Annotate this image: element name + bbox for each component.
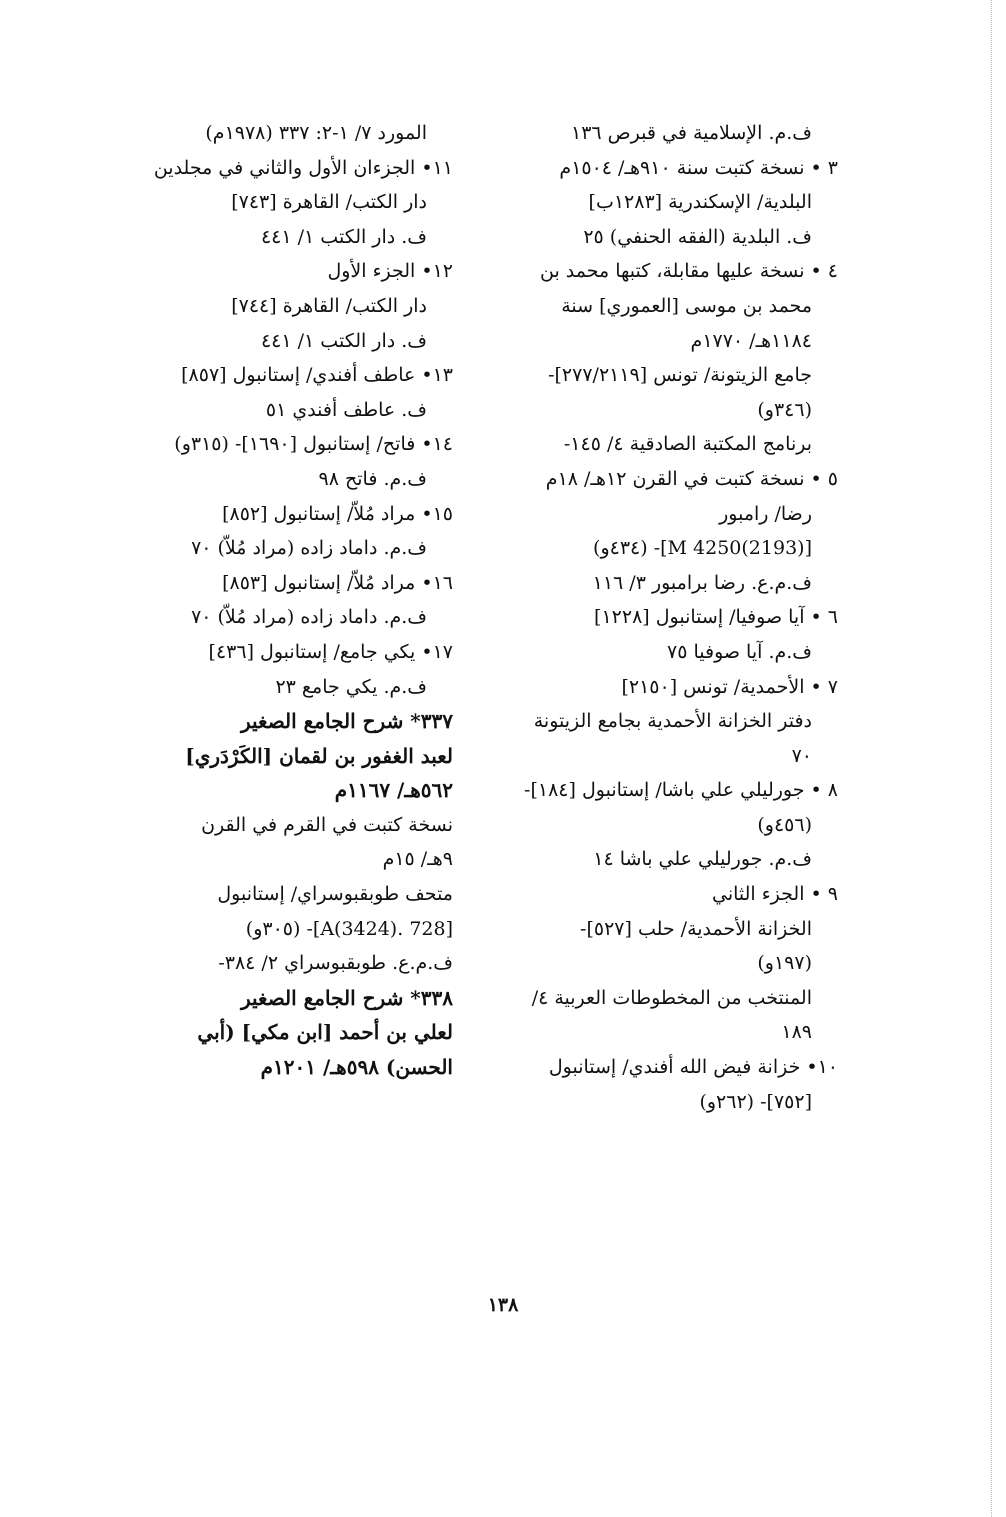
text-line: ١٨٩ bbox=[781, 1021, 812, 1044]
text-line: ف. البلدية (الفقه الحنفي) ٢٥ bbox=[583, 225, 812, 248]
text-line: دفتر الخزانة الأحمدية بجامع الزيتونة bbox=[533, 710, 812, 733]
text-line: متحف طوبقبوسراي/ إستانبول bbox=[217, 883, 453, 906]
text-line: ف. دار الكتب ١/ ٤٤١ bbox=[260, 329, 427, 352]
text-line: ١١• الجزءان الأول والثاني في مجلدين bbox=[153, 156, 453, 179]
scan-edge-line bbox=[990, 0, 992, 1517]
text-line: ف.م.ع. طوبقبوسراي ٢/ ٣٨٤- bbox=[218, 952, 453, 975]
text-line: (١٩٧و) bbox=[757, 952, 812, 975]
text-line: محمد بن موسى [العموري] سنة bbox=[561, 294, 812, 317]
text-line: (٣٤٦و) bbox=[757, 398, 812, 421]
text-line: ١٠• خزانة فيض الله أفندي/ إستانبول bbox=[548, 1056, 838, 1079]
text-line: ف.م. جورليلي علي باشا ١٤ bbox=[593, 848, 812, 871]
text-line: ف.م. آيا صوفيا ٧٥ bbox=[667, 640, 812, 663]
text-line: المنتخب من المخطوطات العربية ٤/ bbox=[531, 986, 812, 1009]
text-line: دار الكتب/ القاهرة [٧٤٣] bbox=[231, 191, 427, 214]
text-line: ٧ • الأحمدية/ تونس [٢١٥٠] bbox=[621, 675, 838, 698]
entry-heading-line: لعبد الغفور بن لقمان [الكَرْدَري] bbox=[185, 743, 453, 768]
text-line: ف.م. يكي جامع ٢٣ bbox=[275, 675, 427, 698]
text-line: ١٦• مراد مُلاّ/ إستانبول [٨٥٣] bbox=[222, 571, 453, 594]
entry-heading-line: لعلي بن أحمد [ابن مكي] (أبي bbox=[197, 1020, 453, 1045]
entry-heading-line: ٣٣٨* شرح الجامع الصغير bbox=[240, 985, 453, 1010]
page-number: ١٣٨ bbox=[487, 1294, 519, 1316]
text-line: ١١٨٤هـ/ ١٧٧٠م bbox=[690, 329, 812, 352]
text-line: نسخة كتبت في القرم في القرن bbox=[201, 813, 453, 836]
text-line: ٩ • الجزء الثاني bbox=[711, 883, 838, 906]
text-line: ف. عاطف أفندي ٥١ bbox=[265, 398, 427, 421]
text-line: دار الكتب/ القاهرة [٧٤٤] bbox=[231, 294, 427, 317]
text-line: ٦ • آيا صوفيا/ إستانبول [١٢٢٨] bbox=[594, 606, 838, 629]
left-column bbox=[101, 116, 453, 1085]
text-line: ٩هـ/ ١٥م bbox=[382, 848, 453, 871]
text-line: ف.م. الإسلامية في قبرص ١٣٦ bbox=[571, 122, 812, 144]
text-line: المورد ٧/ ١-٢: ٣٣٧ (١٩٧٨م) bbox=[205, 122, 427, 144]
text-line: ٣ • نسخة كتبت سنة ٩١٠هـ/ ١٥٠٤م bbox=[559, 156, 838, 179]
text-line: ف.م. داماد زاده (مراد مُلاّ) ٧٠ bbox=[191, 537, 427, 560]
text-line: رضا/ رامبور bbox=[719, 502, 812, 525]
text-line: ف.م. داماد زاده (مراد مُلاّ) ٧٠ bbox=[191, 606, 427, 629]
text-line: (٤٥٦و) bbox=[757, 813, 812, 836]
text-line: ف. دار الكتب ١/ ٤٤١ bbox=[260, 225, 427, 248]
text-line: ١٢• الجزء الأول bbox=[327, 260, 453, 283]
text-line: ٧٠ bbox=[791, 744, 812, 767]
text-line: البلدية/ الإسكندرية [١٢٨٣ب] bbox=[588, 191, 812, 214]
entry-heading-line: ٣٣٧* شرح الجامع الصغير bbox=[240, 709, 453, 734]
entry-heading-line: ٥٦٢هـ/ ١١٦٧م bbox=[334, 778, 453, 803]
text-line: [M 4250(2193)]- (٤٣٤و) bbox=[593, 537, 812, 560]
right-column bbox=[486, 116, 838, 1119]
text-line: ١٣• عاطف أفندي/ إستانبول [٨٥٧] bbox=[181, 364, 453, 387]
text-line: الخزانة الأحمدية/ حلب [٥٢٧]- bbox=[580, 917, 812, 940]
text-line: ١٧• يكي جامع/ إستانبول [٤٣٦] bbox=[208, 640, 453, 663]
text-line: ١٤• فاتح/ إستانبول [١٦٩٠]- (٣١٥و) bbox=[174, 433, 453, 456]
text-line: ٥ • نسخة كتبت في القرن ١٢هـ/ ١٨م bbox=[545, 467, 838, 490]
text-line: ١٥• مراد مُلاّ/ إستانبول [٨٥٢] bbox=[222, 502, 453, 525]
text-line: جامع الزيتونة/ تونس [٢٧٧/٢١١٩]- bbox=[548, 364, 812, 387]
text-line: برنامج المكتبة الصادقية ٤/ ١٤٥- bbox=[563, 433, 812, 456]
text-line: ف.م. فاتح ٩٨ bbox=[318, 467, 427, 490]
text-line: ٤ • نسخة عليها مقابلة، كتبها محمد بن bbox=[540, 260, 838, 283]
text-line: [728 .A(3424)]- (٣٠٥و) bbox=[245, 917, 453, 940]
entry-heading-line: الحسن) ٥٩٨هـ/ ١٢٠١م bbox=[260, 1055, 453, 1080]
text-line: ٨ • جورليلي علي باشا/ إستانبول [١٨٤]- bbox=[524, 779, 838, 802]
text-line: [٧٥٢]- (٢٦٢و) bbox=[699, 1090, 812, 1113]
text-line: ف.م.ع. رضا برامبور ٣/ ١١٦ bbox=[592, 571, 812, 594]
